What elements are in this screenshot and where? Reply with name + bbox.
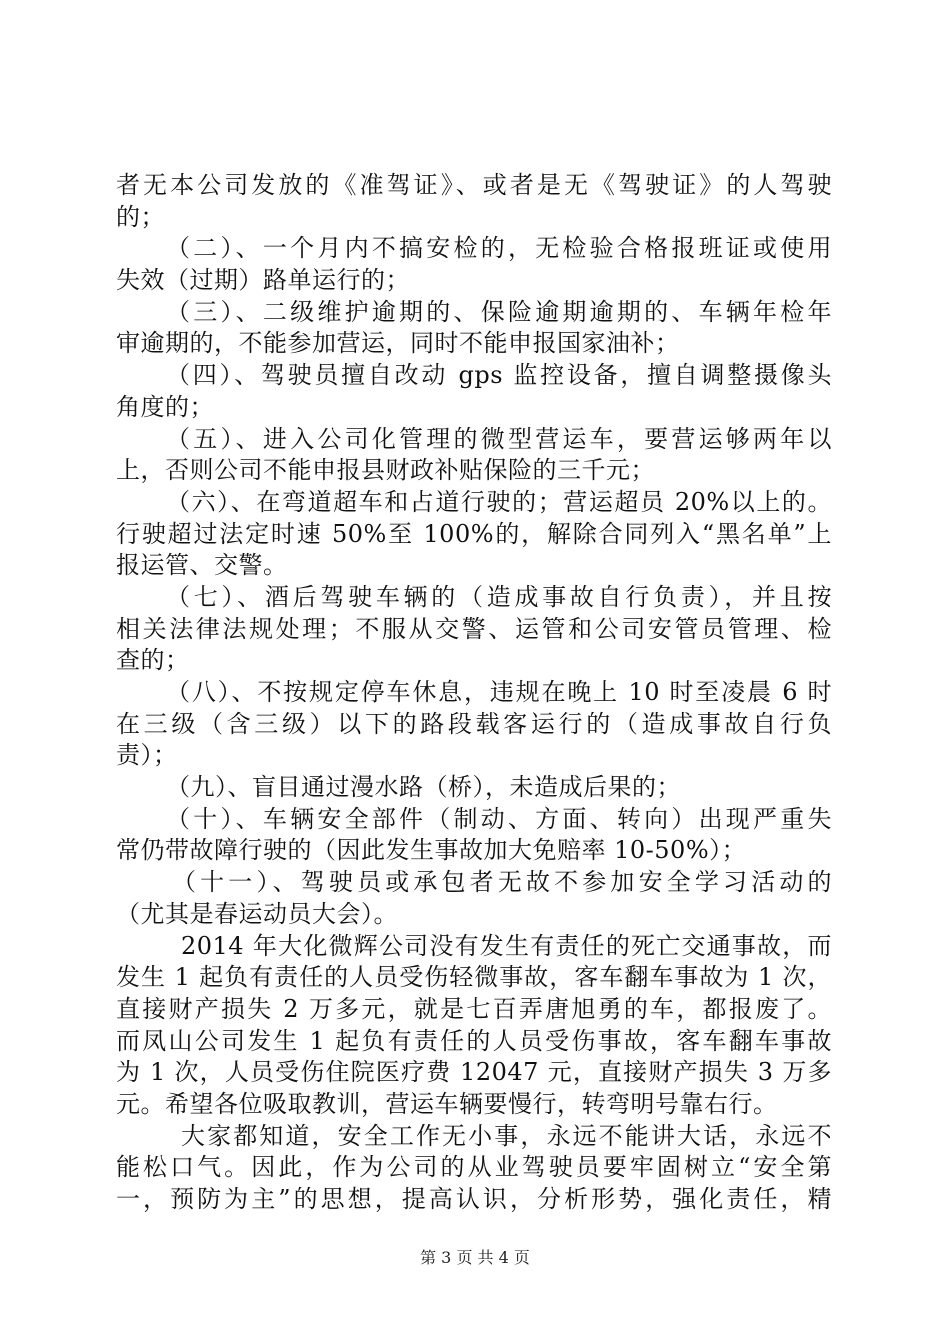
text-line: 为 1 次，人员受伤住院医疗费 12047 元，直接财产损失 3 万多: [116, 1058, 832, 1087]
text-line: 在三级（含三级）以下的路段载客运行的（造成事故自行负: [116, 709, 832, 738]
text-line: （十）、车辆安全部件（制动、方面、转向）出现严重失: [166, 804, 832, 833]
text-line: 行驶超过法定时速 50%至 100%的，解除合同列入“黑名单”上: [116, 519, 832, 548]
text-line: 角度的；: [116, 392, 214, 421]
text-line: 失效（过期）路单运行的；: [116, 266, 410, 295]
text-line: 元。希望各位吸取教训，营运车辆要慢行，转弯明号靠右行。: [116, 1089, 778, 1118]
text-line: （五）、进入公司化管理的微型营运车，要营运够两年以: [166, 424, 832, 453]
text-line: 常仍带故障行驶的（因此发生事故加大免赔率 10-50%）；: [116, 836, 747, 865]
text-line: 责）；: [116, 741, 178, 770]
text-line: （十一）、驾驶员或承包者无故不参加安全学习活动的: [172, 868, 832, 897]
text-line: 相关法律法规处理；不服从交警、运管和公司安管员管理、检: [116, 614, 832, 643]
text-line: （九）、盲目通过漫水路（桥），未造成后果的；: [166, 773, 681, 802]
text-line: 发生 1 起负有责任的人员受伤轻微事故，客车翻车事故为 1 次，: [116, 963, 832, 992]
text-line: （二）、一个月内不搞安检的，无检验合格报班证或使用: [166, 234, 832, 263]
text-line: 审逾期的，不能参加营运，同时不能申报国家油补；: [116, 329, 680, 358]
text-line: 一，预防为主”的思想，提高认识，分析形势，强化责任，精: [116, 1185, 832, 1213]
text-line: 而凤山公司发生 1 起负有责任的人员受伤事故，客车翻车事故: [116, 1026, 832, 1055]
text-line: 者无本公司发放的《准驾证》、或者是无《驾驶证》的人驾驶: [116, 171, 832, 199]
document-body: [116, 170, 832, 1216]
text-line: （尤其是春运动员大会）。: [116, 899, 398, 928]
text-line: （七）、酒后驾驶车辆的（造成事故自行负责），并且按: [166, 582, 832, 611]
text-line: （三）、二级维护逾期的、保险逾期逾期的、车辆年检年: [166, 297, 832, 326]
text-line: 上，否则公司不能申报县财政补贴保险的三千元；: [116, 456, 655, 485]
text-line: 能松口气。因此，作为公司的从业驾驶员要牢固树立“安全第: [116, 1153, 832, 1182]
page-footer: 第 3 页 共 4 页: [420, 1248, 530, 1267]
text-line: 报运管、交警。: [116, 551, 288, 580]
text-line: （四）、驾驶员擅自改动 gps 监控设备，擅自调整摄像头: [166, 361, 832, 390]
text-line: 查的；: [116, 646, 190, 675]
text-line: 2014 年大化微辉公司没有发生有责任的死亡交通事故，而: [181, 931, 832, 960]
text-line: （六）、在弯道超车和占道行驶的；营运超员 20%以上的。: [166, 487, 832, 516]
text-line: 直接财产损失 2 万多元，就是七百弄唐旭勇的车，都报废了。: [116, 994, 832, 1023]
text-line: （八）、不按规定停车休息，违规在晚上 10 时至凌晨 6 时: [166, 678, 832, 706]
text-line: 大家都知道，安全工作无小事，永远不能讲大话，永远不: [181, 1121, 832, 1150]
text-line: 的；: [116, 202, 165, 231]
